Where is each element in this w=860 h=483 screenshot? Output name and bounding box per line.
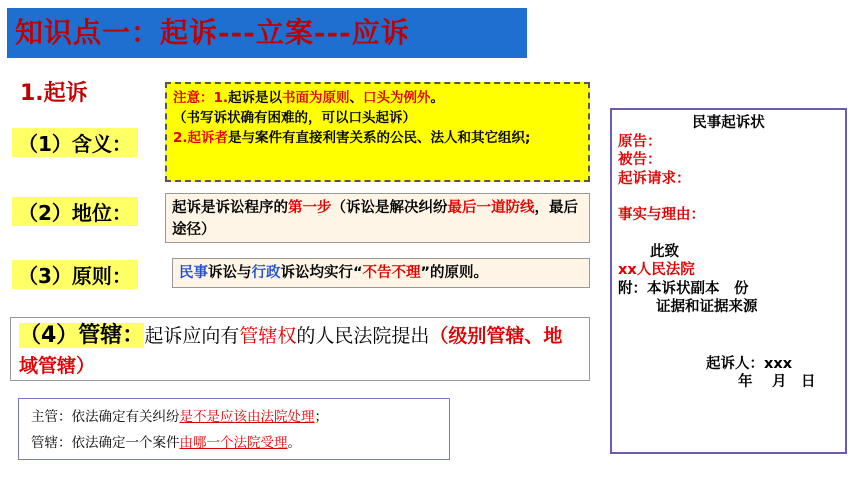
guanxia-line [31, 430, 437, 456]
complaint-title: 民事起诉状 [692, 115, 765, 131]
complaint-attach-1: 附：本诉状副本 份 [618, 280, 749, 297]
jurisdiction-highlight: （级别管辖、地域管辖） [19, 325, 563, 377]
note-line-1 [173, 88, 582, 108]
complaint-form [610, 108, 847, 454]
section-heading: 1.起诉 [20, 81, 88, 106]
principle-highlight: 民事 [179, 265, 208, 281]
definition-text: ； [314, 409, 328, 425]
principle-box [172, 258, 590, 288]
note-highlight: 口头为例外 [363, 90, 431, 106]
page-title: 知识点一：起诉---立案---应诉 [15, 16, 410, 49]
principle-text: ”的原则。 [420, 265, 489, 281]
definition-text: 管辖：依法确定一个案件 [31, 435, 180, 451]
note-highlight: 起诉者 [187, 130, 229, 146]
note-text: 是与案件有直接利害关系的公民、法人和其它组织; [228, 130, 531, 146]
note-num-1: 1. [213, 90, 229, 106]
complaint-signer: 起诉人：xxx [706, 355, 793, 372]
status-text: ，最后途径） [172, 200, 578, 238]
principle-highlight: 行政 [251, 265, 281, 281]
complaint-date: 年 月 日 [738, 374, 816, 390]
label-principle: （3）原则： [12, 260, 138, 289]
complaint-plaintiff: 原告： [618, 133, 662, 150]
definition-highlight: 是不是应该由法院处理 [179, 409, 315, 425]
jurisdiction-text: 起诉应向有 [144, 325, 240, 347]
status-highlight: 第一步 [288, 200, 332, 216]
complaint-claims: 起诉请求： [618, 170, 691, 187]
note-box [165, 82, 590, 182]
jurisdiction-highlight: 管辖权 [239, 325, 297, 347]
complaint-to: 此致 [650, 243, 679, 260]
principle-text: 诉讼均实行“ [280, 265, 363, 281]
spacer [618, 317, 839, 355]
label-jurisdiction: （4）管辖： [19, 323, 145, 348]
status-box [165, 193, 590, 243]
note-text: 。 [430, 90, 445, 106]
status-highlight: 最后一道防线 [447, 200, 535, 216]
complaint-defendant: 被告： [618, 152, 662, 168]
jurisdiction-box [10, 317, 590, 381]
principle-highlight: 不告不理 [362, 265, 421, 281]
note-text: 起诉是以 [228, 90, 283, 106]
note-line-3 [173, 128, 582, 148]
note-line-2: （书写诉状确有困难的，可以口头起诉） [173, 110, 416, 126]
spacer [618, 188, 839, 206]
note-highlight: 书面为原则 [282, 90, 350, 106]
note-prefix: 注意： [173, 90, 214, 106]
label-meaning: （1）含义： [12, 128, 138, 157]
complaint-court: xx人民法院 [618, 262, 695, 278]
principle-text: 诉讼与 [208, 265, 252, 281]
complaint-facts: 事实与理由： [618, 207, 705, 223]
note-num-2: 2. [173, 130, 188, 146]
zhuguan-line [31, 404, 437, 430]
status-text: （诉讼是解决纠纷 [331, 200, 448, 216]
definitions-box [18, 398, 450, 460]
complaint-attach-2: 证据和证据来源 [656, 299, 758, 315]
definition-text: 。 [287, 435, 301, 451]
label-status: （2）地位： [12, 197, 138, 226]
definition-text: 主管：依法确定有关纠纷 [31, 409, 180, 425]
definition-highlight: 由哪一个法院受理 [179, 435, 288, 451]
spacer [618, 225, 839, 243]
jurisdiction-text: 的人民法院提出 [296, 325, 430, 347]
note-text: 、 [349, 90, 364, 106]
title-banner [7, 8, 527, 58]
status-text: 起诉是诉讼程序的 [172, 200, 288, 216]
